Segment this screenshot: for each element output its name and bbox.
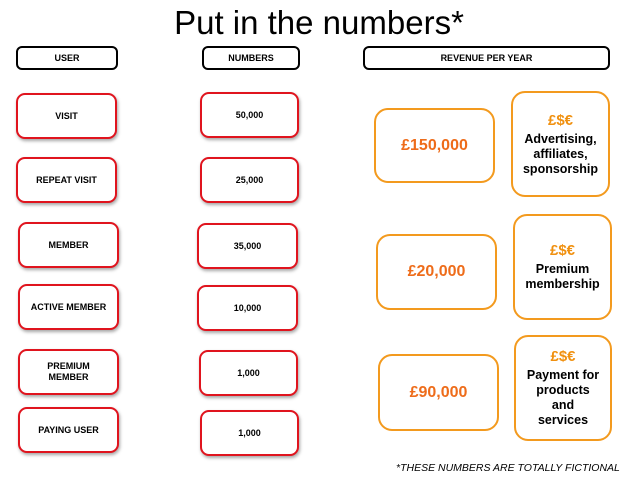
number-paying-user: 1,000 — [200, 410, 299, 456]
revenue-source-advertising — [511, 91, 610, 197]
number-visit: 50,000 — [200, 92, 299, 138]
revenue-source-label: Premium membership — [525, 262, 600, 291]
user-member: MEMBER — [18, 222, 119, 268]
header-user: USER — [16, 46, 118, 70]
revenue-source-products — [514, 335, 612, 441]
user-active-member: ACTIVE MEMBER — [18, 284, 119, 330]
header-revenue: REVENUE PER YEAR — [363, 46, 610, 70]
user-visit: VISIT — [16, 93, 117, 139]
page-title: Put in the numbers* — [174, 4, 464, 41]
user-premium-member: PREMIUM MEMBER — [18, 349, 119, 395]
revenue-amount-text: £150,000 — [401, 136, 468, 154]
header-numbers: NUMBERS — [202, 46, 300, 70]
revenue-amount-premium — [376, 234, 497, 310]
revenue-source-label: Advertising, affiliates, sponsorship — [522, 131, 598, 176]
revenue-amount-text: £90,000 — [409, 383, 468, 401]
revenue-amount-advertising — [374, 108, 495, 183]
revenue-amount-text: £20,000 — [407, 263, 466, 280]
number-premium-member: 1,000 — [199, 350, 298, 396]
currency-symbol: £$€ — [547, 111, 574, 129]
currency-symbol: £$€ — [549, 242, 576, 259]
number-member: 35,000 — [197, 223, 298, 269]
revenue-source-premium — [513, 214, 612, 320]
number-repeat-visit: 25,000 — [200, 157, 299, 203]
footnote: *THESE NUMBERS ARE TOTALLY FICTIONAL — [396, 462, 620, 474]
currency-symbol: £$€ — [550, 348, 576, 365]
number-active-member: 10,000 — [197, 285, 298, 331]
user-paying-user: PAYING USER — [18, 407, 119, 453]
revenue-source-label: Payment for products and services — [526, 368, 600, 427]
revenue-amount-products — [378, 354, 499, 431]
user-repeat-visit: REPEAT VISIT — [16, 157, 117, 203]
